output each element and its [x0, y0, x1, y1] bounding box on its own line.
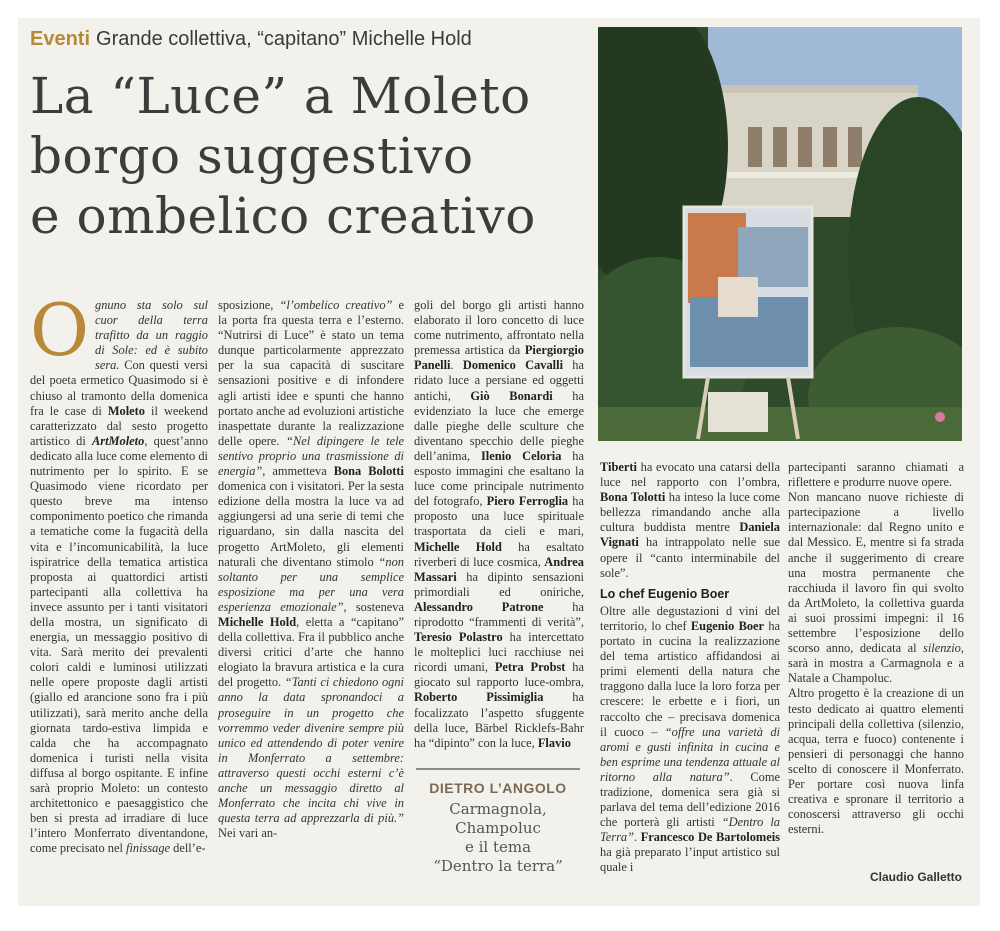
article-column-3: goli del borgo gli artisti hanno elaborato il loro concetto di luce come nutrimento, affrontato nella premessa artistica da Piergiorgio Panelli. Domenico Cavalli ha ridato luce a persiane ed oggetti antichi, Giò Bonardi ha evidenziato la luce che emerge dalle pieghe delle sculture che diventano specchio delle pieghe dell’anima, Ilenio Celoria ha esposto immagini che esaltano la luce come principale nutrimento del fotografo, Piero Ferroglia ha proposto una luce spirituale trasportata da cieli e mari, Michelle Hold ha esaltato riverberi di luce cosmica, Andrea Massari ha dipinto sensazioni primordiali ed oniriche, Alessandro Patrone ha riprodotto “frammenti di verità”, Teresio Polastro ha intercettato le molteplici luci racchiuse nei ricordi umani, Petra Probst ha giocato sul rapporto luce-ombra, Roberto Pissimiglia ha focalizzato l’aspetto sfuggente della luce, Bärbel Ricklefs-Bahr ha “dipinto” con la luce, Flavio: [414, 298, 585, 750]
sidebar-box-line-2: Champoluc: [455, 819, 541, 837]
sidebar-box-line-4: “Dentro la terra”: [433, 857, 563, 875]
sidebar-box-line-1: Carmagnola,: [449, 800, 547, 818]
article-photo: [598, 27, 962, 441]
sidebar-box-text: [416, 800, 580, 876]
villa-garden-painting-easel-photo: [598, 27, 962, 441]
kicker-text: Grande collettiva, “capitano” Michelle Hold: [96, 28, 472, 50]
kicker-tag: Eventi: [30, 28, 91, 50]
headline-line-3: e ombelico creativo: [30, 187, 536, 245]
byline: Claudio Galletto: [870, 870, 963, 884]
headline: [30, 66, 590, 246]
chef-subhead: Lo chef Eugenio Boer: [600, 586, 730, 601]
article-column-4: Tiberti ha evocato una catarsi della luce nel rapporto con l’ombra, Bona Tolotti ha inteso la luce come bellezza rimandando anche alla cultura buddista mentre Daniela Vignati ha intrappolato nelle sue opere il “canto interminabile del sole”. Lo chef Eugenio Boer Oltre alle degustazioni d vini del territorio, lo chef Eugenio Boer ha portato in cucina la realizzazione del tema artistico affidandosi ai primi elementi della natura che traggono dalla luce la loro forza per crescere: le erbette e i fiori, un raccolto che – precisava domenica il cuoco – “offre una varietà di aromi e gusti infinita in cucina e ben esprime una tendenza attuale al ritorno alla natura”. Come tradizione, domenica sera già si parlava del tema dell’edizione 2016 che porterà gli artisti “Dentro la Terra”. Francesco De Bartolomeis ha già preparato l’input artistico sul quale i: [600, 460, 781, 875]
headline-line-1: La “Luce” a Moleto: [30, 67, 531, 125]
sidebar-box-title: DIETRO L’ANGOLO: [429, 780, 567, 796]
article-column-5: partecipanti saranno chiamati a riflettere e produrre nuove opere. Non mancano nuove richieste di partecipazione a livello internazionale: dal Regno unito e dal Messico. E, mentre si fa strada anche il suggerimento di creare una mostra permanente che racchiuda il lavoro fin qui svolto da ArtMoleto, la collettiva guarda ai suoi prossimi impegni: il 16 settembre l’esposizione dello scorso anno, dedicata al silenzio, sarà in mostra a Carmagnola e a Natale a Champoluc. Altro progetto è la creazione di un testo dedicato ai quattro elementi principali della collettiva (silenzio, acqua, terra e fuoco) contenente i pensieri di personaggi che hanno scelto di conoscere il Monferrato. Per portare così nuova linfa creativa e spronare il territorio a conoscersi attraverso gli occhi esterni.: [788, 460, 964, 837]
sidebar-box: [416, 768, 580, 884]
article-column-2: sposizione, “l’ombelico creativo” e la porta fra questa terra e l’esterno. “Nutrirsi di Luce” è stato un tema dunque particolarmente apprezzato per la sua capacità di suscitare sensazioni positive e di infondere agli artisti idee e spunti che hanno portato anche ad evoluzioni artistiche inaspettate durante la realizzazione delle opere. “Nel dipingere le tele sentivo proprio una trasmissione di energia”, ammetteva Bona Bolotti domenica con i visitatori. Per la sesta edizione della mostra la luce va ad aggiungersi ad una serie di temi che riguardano, sin dalla nascita del progetto ArtMoleto, gli elementi naturali che diventano stimolo “non soltanto per una semplice esposizione ma per una vera esperienza emozionale”, sosteneva Michelle Hold, eletta a “capitano” della collettiva. Fra il pubblico anche diversi critici d’arte che hanno elogiato la bravura artistica e la cura del progetto. “Tanti ci chiedono ogni anno la data spronandoci a proseguire in un progetto che vorremmo veder divenire sempre più unico ed attendendo di poter venire in Monferrato a settembre: attraverso questi occhi esterni c’è anche un messaggio diretto al Monferrato che incita chi vive in questa terra ad apprezzarla di più.” Nei vari an-: [218, 298, 405, 841]
article-column-1: Ognuno sta solo sul cuor della terra trafitto da un raggio di Sole: ed è subito sera. Con questi versi del poeta ermetico Quasimodo si è chiuso al tramonto della domenica fra le case di Moleto il weekend caratterizzato dal sesto progetto artistico di ArtMoleto, quest’anno dedicato alla luce come elemento di nutrimento per lo spirito. E se Quasimodo viene ricordato per questo breve ma intenso componimento poetico che rimanda a tematiche come la fugacità della vita e l’incomunicabilità, la luce ispiratrice della tematica artistica proposta ai quattordici artisti partecipanti alla collettiva ha invece assunto per i tanti visitatori della mostra, un significato di energia, un messaggio positivo di vita. Sarà merito dei prevalenti colori caldi e luminosi utilizzati nelle opere proposte dagli artisti (giallo ed arancione sono fra i più utilizzati), sarà merito anche della giornata tardo-estiva limpida e calda che ha accompagnato domenica i turisti nella visita diffusa al borgo ospitante. E infine sarà proprio Moleto: un contesto architettonico e paesaggistico che ben si presta ad irradiare di luce l’intero Monferrato diventandone, come precisato nel finissage dell’e-: [30, 288, 209, 856]
kicker: [30, 28, 472, 51]
sidebar-box-line-3: e il tema: [464, 838, 532, 856]
headline-line-2: borgo suggestivo: [30, 127, 474, 185]
dropcap: O: [30, 288, 90, 372]
